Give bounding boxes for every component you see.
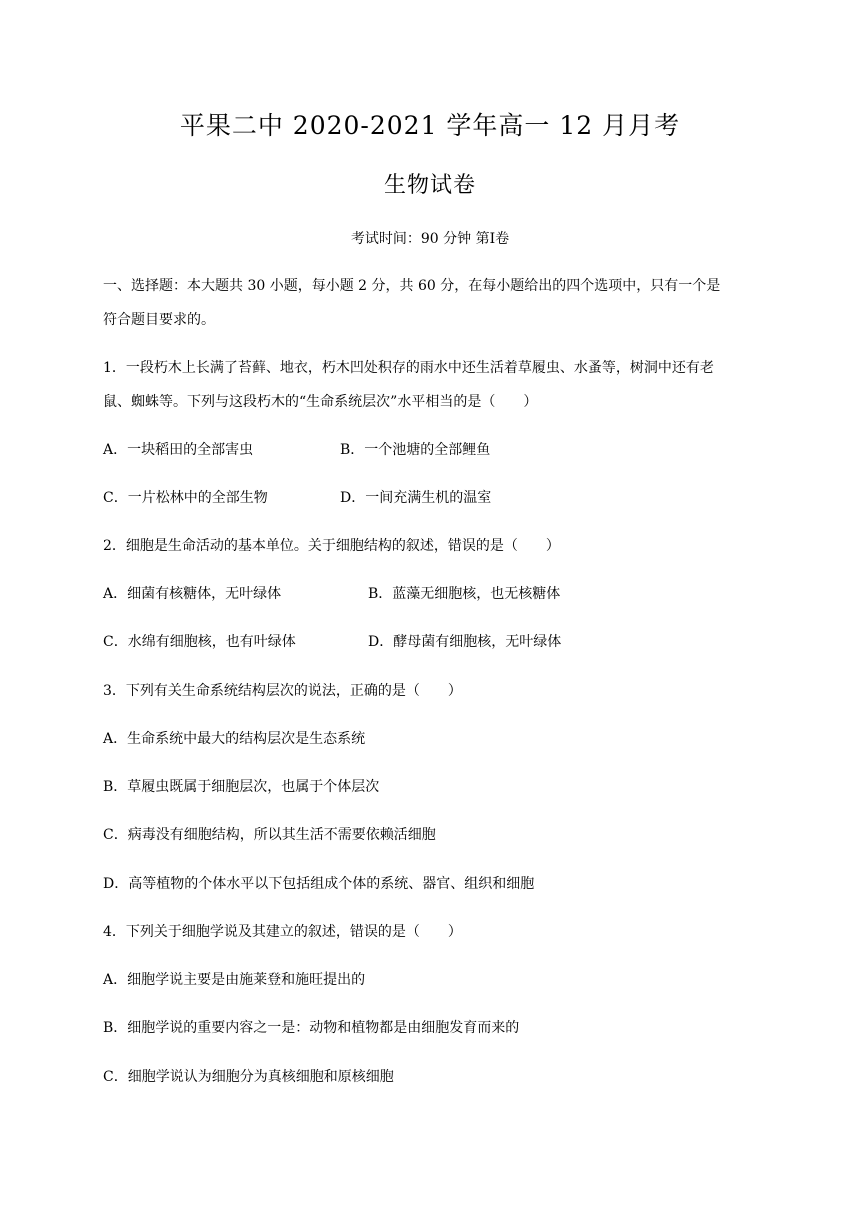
question-2-stem: 2．细胞是生命活动的基本单位。关于细胞结构的叙述，错误的是（ ） — [103, 538, 560, 554]
question-3-option-c: C．病毒没有细胞结构，所以其生活不需要依赖活细胞 — [103, 827, 436, 843]
question-2-option-a: A．细菌有核糖体，无叶绿体 — [103, 586, 282, 602]
exam-subject: 生物试卷 — [383, 173, 476, 198]
question-4-option-b: B．细胞学说的重要内容之一是：动物和植物都是由细胞发育而来的 — [103, 1020, 520, 1036]
question-1-option-a: A．一块稻田的全部害虫 — [103, 442, 254, 458]
exam-title: 平果二中 2020-2021 学年高一 12 月月考 — [179, 111, 681, 140]
question-4-stem: 4．下列关于细胞学说及其建立的叙述，错误的是（ ） — [103, 924, 462, 940]
question-3-option-d: D．高等植物的个体水平以下包括组成个体的系统、器官、组织和细胞 — [103, 876, 535, 892]
question-3-stem: 3．下列有关生命系统结构层次的说法，正确的是（ ） — [103, 683, 462, 699]
question-3-option-b: B．草履虫既属于细胞层次，也属于个体层次 — [103, 779, 380, 795]
question-1-option-b: B．一个池塘的全部鲤鱼 — [340, 442, 491, 458]
question-2-option-c: C．水绵有细胞核，也有叶绿体 — [103, 634, 296, 650]
question-2-option-d: D．酵母菌有细胞核，无叶绿体 — [368, 634, 562, 650]
question-1-option-c: C．一片松林中的全部生物 — [103, 490, 268, 506]
exam-meta: 考试时间：90 分钟 第Ⅰ卷 — [350, 231, 510, 247]
question-1-option-d: D．一间充满生机的温室 — [340, 490, 492, 506]
section-instruction-line-2: 符合题目要求的。 — [103, 312, 215, 328]
question-4-option-c: C．细胞学说认为细胞分为真核细胞和原核细胞 — [103, 1069, 394, 1085]
question-1-stem-line-1: 1．一段朽木上长满了苔藓、地衣，朽木凹处积存的雨水中还生活着草履虫、水蚤等，树洞中还有老 — [103, 360, 714, 376]
question-1-stem-line-2: 鼠、蜘蛛等。下列与这段朽木的“生命系统层次”水平相当的是（ ） — [103, 394, 538, 410]
section-instruction-line-1: 一、选择题：本大题共 30 小题，每小题 2 分，共 60 分，在每小题给出的四个选项中，只有一个是 — [103, 278, 721, 294]
question-4-option-a: A．细胞学说主要是由施莱登和施旺提出的 — [103, 972, 366, 988]
question-2-option-b: B．蓝藻无细胞核，也无核糖体 — [368, 586, 561, 602]
question-3-option-a: A．生命系统中最大的结构层次是生态系统 — [103, 731, 366, 747]
